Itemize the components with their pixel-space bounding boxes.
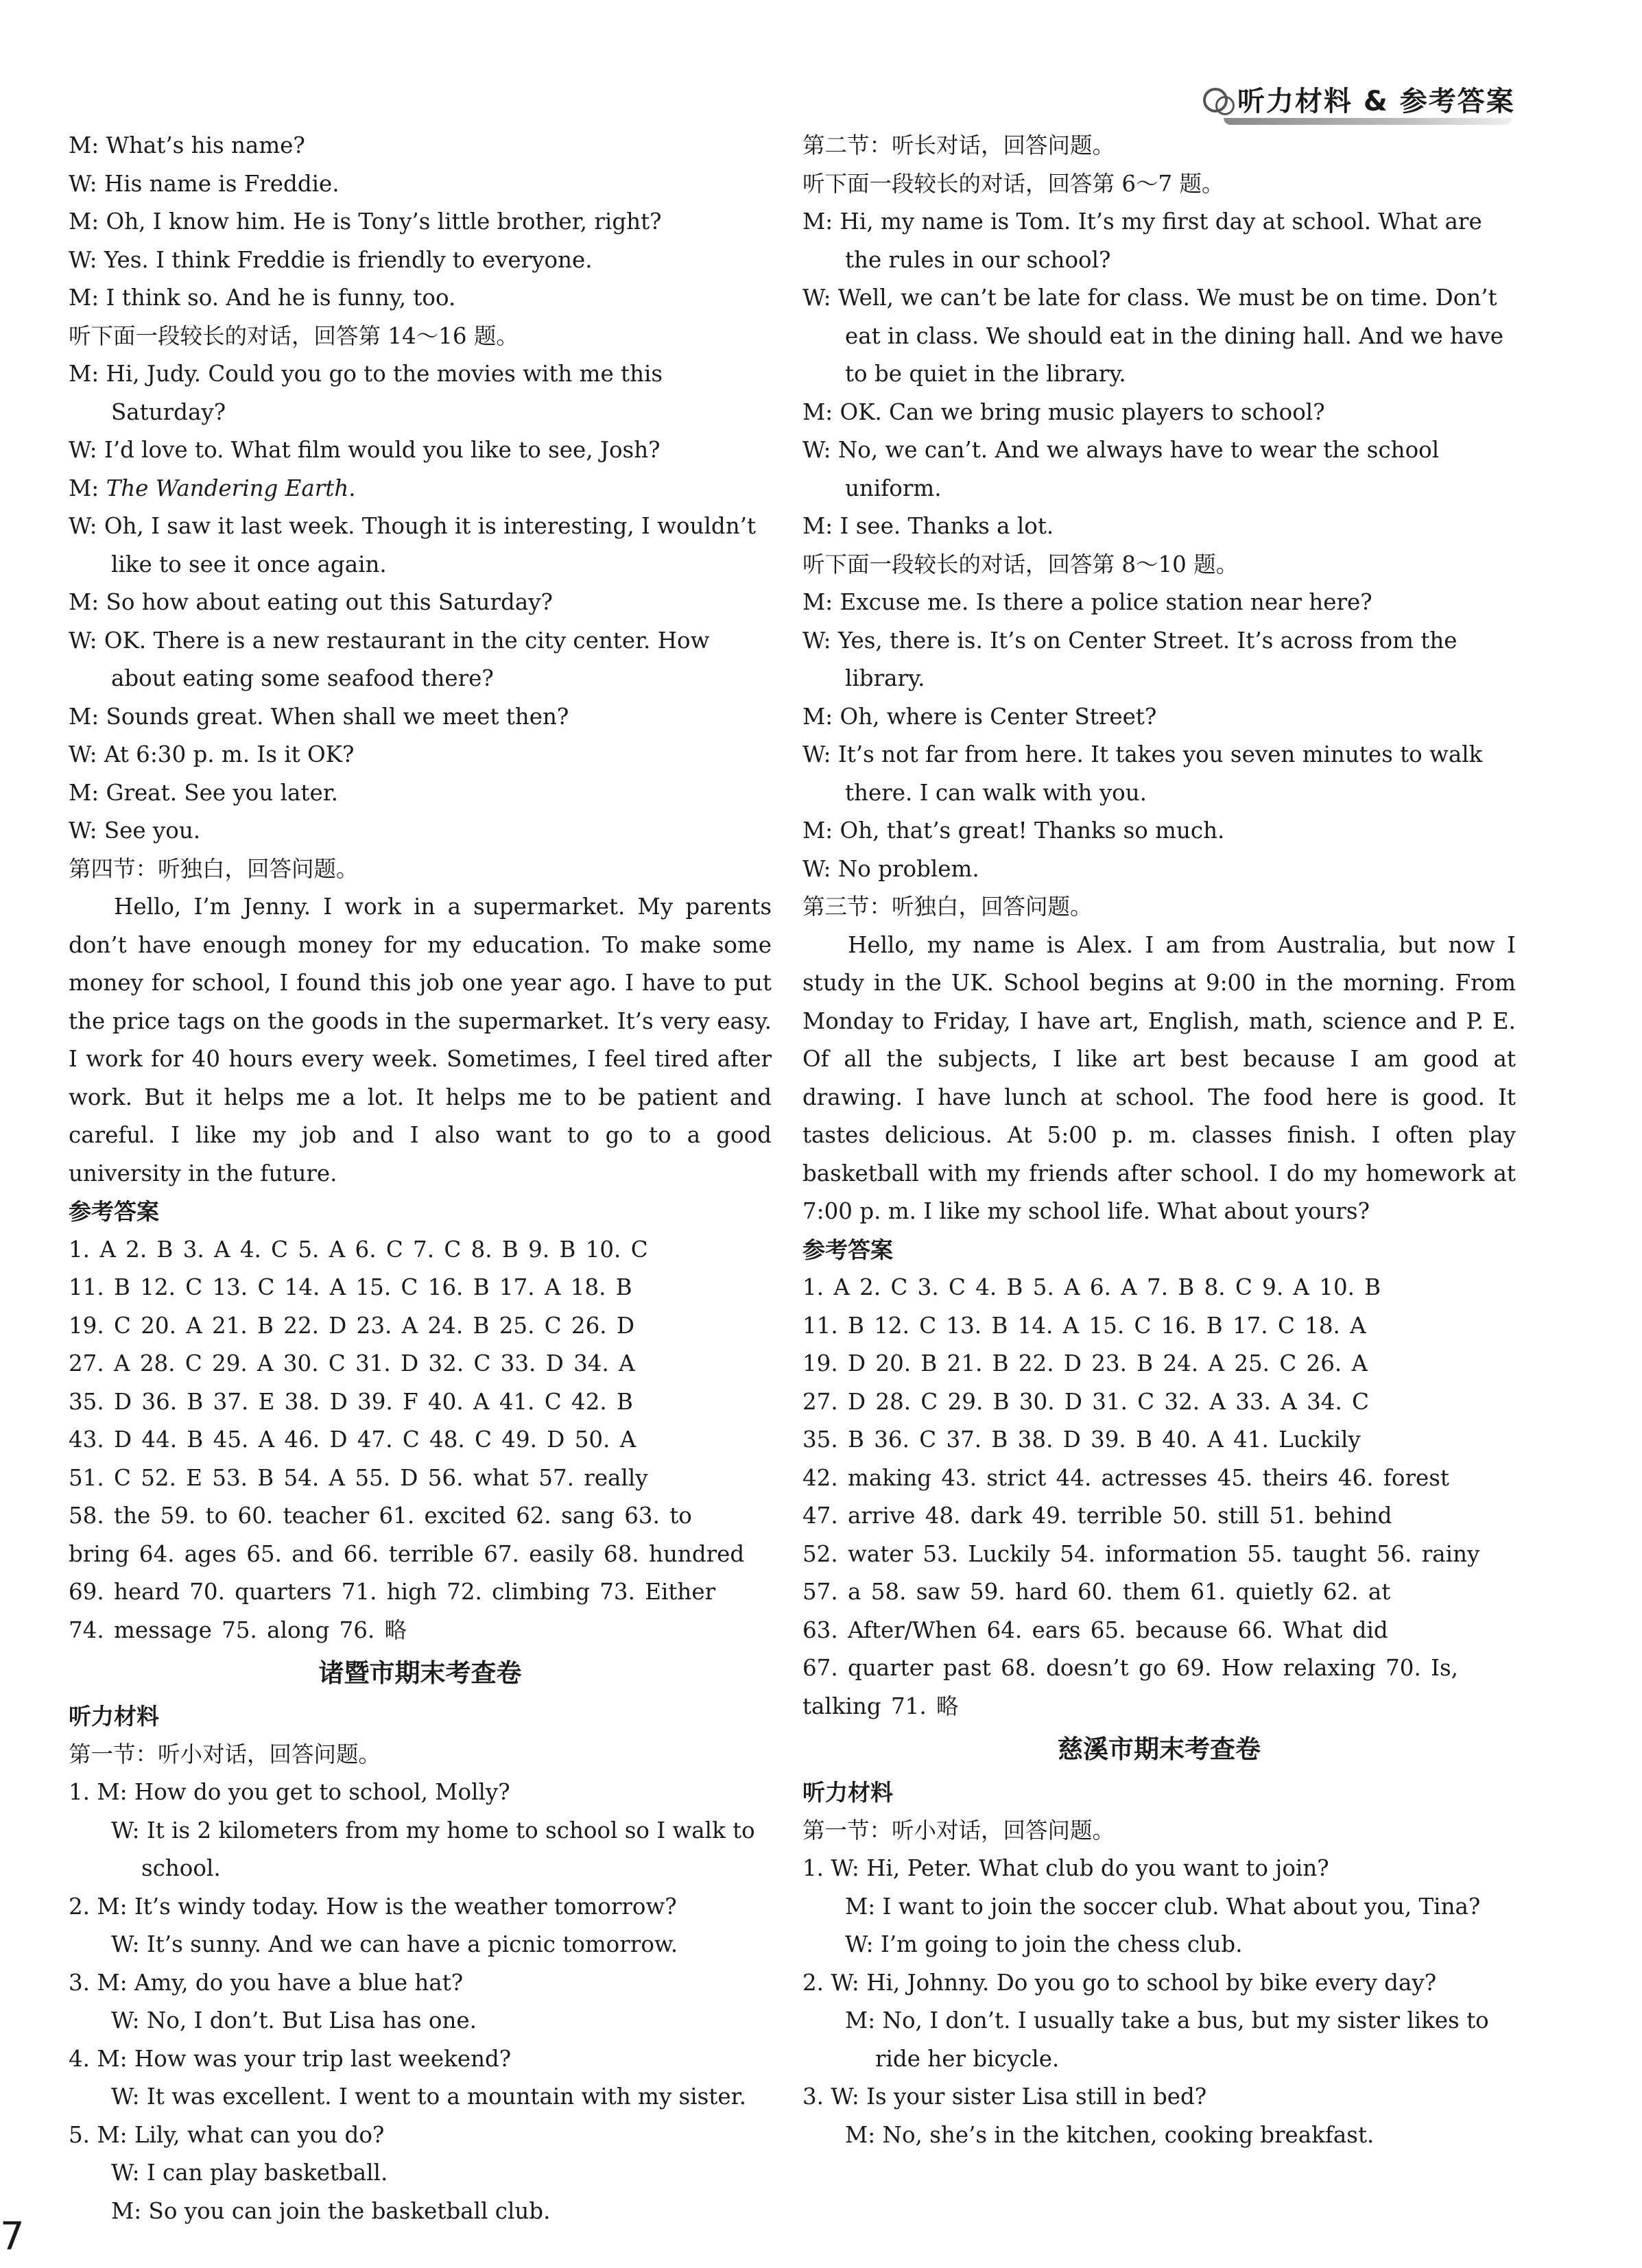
dialog-line: M: What’s his name?	[69, 132, 305, 158]
header-swoosh-decoration	[1224, 118, 1512, 125]
dialog-reply: M: So you can join the basketball club.	[111, 2197, 551, 2224]
speaker-label: M:	[69, 475, 106, 501]
answer-line: 42. making 43. strict 44. actresses 45. theirs 46. forest	[802, 1464, 1449, 1491]
question-line: 2. W: Hi, Johnny. Do you go to school by bike every day?	[802, 1969, 1437, 1996]
instruction-line: 听下面一段较长的对话，回答第 14～16 题。	[69, 322, 519, 349]
answer-line: 63. After/When 64. ears 65. because 66. What did	[802, 1616, 1388, 1643]
dialog-line: M: OK. Can we bring music players to school?	[802, 398, 1325, 425]
punctuation: .	[348, 475, 356, 501]
listening-heading: 听力材料	[802, 1779, 893, 1806]
header-title: 听力材料 & 参考答案	[1237, 86, 1515, 117]
page-number: 7	[0, 2215, 25, 2259]
answer-line: 47. arrive 48. dark 49. terrible 50. still 51. behind	[802, 1503, 1392, 1529]
dialog-line: M: Hi, my name is Tom. It’s my first day at school. What are the rules in our school?	[802, 208, 1482, 273]
dialog-line: W: OK. There is a new restaurant in the city center. How about eating some seafood there?	[69, 627, 710, 691]
dialog-reply: M: No, I don’t. I usually take a bus, but my sister likes to ride her bicycle.	[845, 2007, 1489, 2072]
answer-line: 58. the 59. to 60. teacher 61. excited 62. sang 63. to	[69, 1503, 692, 1529]
question-line: 1. W: Hi, Peter. What club do you want to join?	[802, 1855, 1329, 1881]
film-title: The Wandering Earth	[106, 475, 349, 501]
dialog-line: W: His name is Freddie.	[69, 170, 340, 197]
exam-title: 慈溪市期末考查卷	[1058, 1734, 1261, 1764]
instruction-line: 听下面一段较长的对话，回答第 8～10 题。	[802, 551, 1239, 577]
answers-heading: 参考答案	[69, 1198, 159, 1225]
dialog-line: M: Excuse me. Is there a police station near here?	[802, 589, 1372, 615]
question-line: 1. M: How do you get to school, Molly?	[69, 1779, 510, 1805]
dialog-reply: M: No, she’s in the kitchen, cooking breakfast.	[845, 2121, 1375, 2148]
dialog-line: M: I see. Thanks a lot.	[802, 513, 1054, 539]
answer-line: 11. B 12. C 13. B 14. A 15. C 16. B 17. C 18. A	[802, 1312, 1366, 1339]
dialog-line: M: I think so. And he is funny, too.	[69, 285, 456, 311]
answer-line: 69. heard 70. quarters 71. high 72. climbing 73. Either	[69, 1579, 716, 1605]
dialog-line: M: Oh, I know him. He is Tony’s little brother, right?	[69, 208, 662, 235]
question-line: 2. M: It’s windy today. How is the weather tomorrow?	[69, 1893, 677, 1920]
dialog-line: W: I’d love to. What film would you like to see, Josh?	[69, 437, 661, 463]
question-line: 3. W: Is your sister Lisa still in bed?	[802, 2084, 1207, 2110]
answer-line: talking 71. 略	[802, 1693, 959, 1719]
listening-heading: 听力材料	[69, 1703, 159, 1730]
answer-line: 51. C 52. E 53. B 54. A 55. D 56. what 57. really	[69, 1464, 648, 1491]
answer-line: 1. A 2. C 3. C 4. B 5. A 6. A 7. B 8. C 9. A 10. B	[802, 1274, 1381, 1300]
answer-line: 52. water 53. Luckily 54. information 55. taught 56. rainy	[802, 1540, 1480, 1567]
dialog-reply: W: I can play basketball.	[111, 2160, 388, 2186]
dialog-line: W: Yes. I think Freddie is friendly to everyone.	[69, 246, 593, 273]
section-heading: 第二节：听长对话，回答问题。	[802, 132, 1115, 158]
dialog-reply: W: It’s sunny. And we can have a picnic tomorrow.	[111, 1931, 678, 1957]
dialog-line: W: No problem.	[802, 855, 979, 882]
answer-line: 11. B 12. C 13. C 14. A 15. C 16. B 17. A 18. B	[69, 1274, 632, 1300]
answer-line: 19. D 20. B 21. B 22. D 23. B 24. A 25. C 26. A	[802, 1350, 1368, 1376]
page-header	[1203, 69, 1519, 130]
header-ring-icon	[1215, 96, 1235, 115]
dialog-line: W: No, we can’t. And we always have to wear the school uniform.	[802, 437, 1440, 501]
dialog-line: W: At 6:30 p. m. Is it OK?	[69, 741, 355, 767]
dialog-line: W: Yes, there is. It’s on Center Street. It’s across from the library.	[802, 627, 1457, 691]
answer-line: 35. D 36. B 37. E 38. D 39. F 40. A 41. C 42. B	[69, 1388, 633, 1415]
answer-line: 74. message 75. along 76. 略	[69, 1616, 407, 1643]
answer-line: 27. D 28. C 29. B 30. D 31. C 32. A 33. A 34. C	[802, 1388, 1369, 1415]
question-line: 3. M: Amy, do you have a blue hat?	[69, 1969, 464, 1996]
answer-line: 57. a 58. saw 59. hard 60. them 61. quietly 62. at	[802, 1579, 1391, 1605]
dialog-line: M: Sounds great. When shall we meet then?	[69, 703, 569, 730]
dialog-line: W: Oh, I saw it last week. Though it is interesting, I wouldn’t like to see it once again.	[69, 513, 757, 577]
right-column	[802, 127, 1516, 2154]
section-heading: 第四节：听独白，回答问题。	[69, 855, 359, 882]
dialog-line: W: Well, we can’t be late for class. We must be on time. Don’t eat in class. We should eat in the dining hall. And we have to be quiet in the library.	[802, 285, 1503, 387]
section-heading: 第一节：听小对话，回答问题。	[802, 1817, 1115, 1843]
dialog-line: M: Great. See you later.	[69, 779, 338, 806]
answer-line: bring 64. ages 65. and 66. terrible 67. easily 68. hundred	[69, 1540, 745, 1567]
dialog-line: M: So how about eating out this Saturday?	[69, 589, 553, 615]
monologue-paragraph: Hello, my name is Alex. I am from Australia, but now I study in the UK. School begins at 9:00 in the morning. From Monday to Friday, I have art, English, math, science and P. E. Of all the subjects, I like art best because I am good at drawing. I have lunch at school. The food here is good. It tastes delicious. At 5:00 p. m. classes finish. I often play basketball with my friends after school. I do my homework at 7:00 p. m. I like my school life. What about yours?	[802, 931, 1516, 1224]
question-line: 5. M: Lily, what can you do?	[69, 2121, 385, 2148]
section-heading: 第三节：听独白，回答问题。	[802, 894, 1093, 920]
answer-line: 1. A 2. B 3. A 4. C 5. A 6. C 7. C 8. B 9. B 10. C	[69, 1236, 648, 1263]
question-line: 4. M: How was your trip last weekend?	[69, 2045, 512, 2072]
answer-line: 43. D 44. B 45. A 46. D 47. C 48. C 49. D 50. A	[69, 1427, 636, 1453]
instruction-line: 听下面一段较长的对话，回答第 6～7 题。	[802, 170, 1224, 197]
left-column	[69, 127, 772, 2230]
dialog-line: M: Hi, Judy. Could you go to the movies with me this Saturday?	[69, 361, 663, 425]
dialog-line: W: It’s not far from here. It takes you seven minutes to walk there. I can walk with you.	[802, 741, 1483, 806]
answer-line: 27. A 28. C 29. A 30. C 31. D 32. C 33. D 34. A	[69, 1350, 635, 1376]
dialog-line: M: Oh, that’s great! Thanks so much.	[802, 817, 1225, 844]
dialog-reply: W: No, I don’t. But Lisa has one.	[111, 2007, 477, 2033]
dialog-reply: M: I want to join the soccer club. What about you, Tina?	[845, 1893, 1481, 1920]
answer-line: 67. quarter past 68. doesn’t go 69. How relaxing 70. Is,	[802, 1655, 1458, 1681]
dialog-line: M: Oh, where is Center Street?	[802, 703, 1157, 730]
section-heading: 第一节：听小对话，回答问题。	[69, 1741, 381, 1767]
dialog-reply: W: It is 2 kilometers from my home to school so I walk to school.	[111, 1817, 755, 1881]
dialog-reply: W: I’m going to join the chess club.	[845, 1931, 1243, 1957]
answer-line: 19. C 20. A 21. B 22. D 23. A 24. B 25. C 26. D	[69, 1312, 635, 1339]
answers-heading: 参考答案	[802, 1236, 893, 1263]
dialog-reply: W: It was excellent. I went to a mountain with my sister.	[111, 2084, 746, 2110]
monologue-paragraph: Hello, I’m Jenny. I work in a supermarket. My parents don’t have enough money for my education. To make some money for school, I found this job one year ago. I have to put the price tags on the goods in the supermarket. It’s very easy. I work for 40 hours every week. Sometimes, I feel tired after work. But it helps me a lot. It helps me to be patient and careful. I like my job and I also want to go to a good university in the future.	[69, 894, 772, 1186]
dialog-line-film	[69, 470, 772, 508]
dialog-line: W: See you.	[69, 817, 201, 844]
answer-line: 35. B 36. C 37. B 38. D 39. B 40. A 41. Luckily	[802, 1427, 1361, 1453]
exam-title: 诸暨市期末考查卷	[318, 1658, 522, 1688]
